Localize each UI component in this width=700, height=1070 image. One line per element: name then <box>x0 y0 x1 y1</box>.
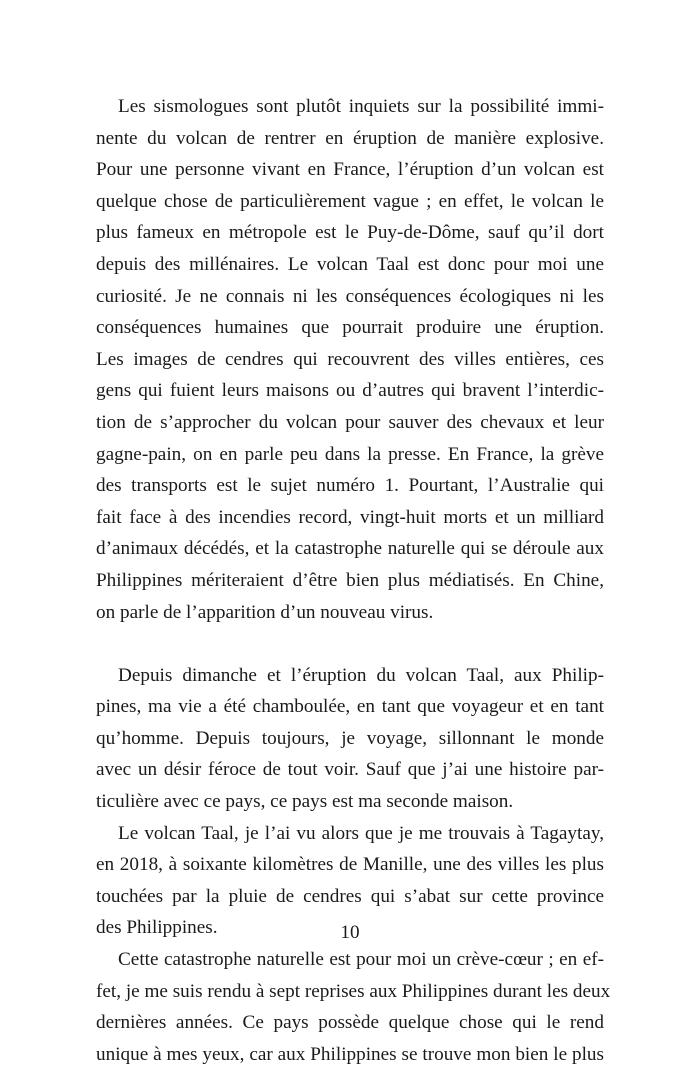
paragraph-2 <box>96 660 604 818</box>
text-line: pines, ma vie a été chamboulée, en tant que voyageur et en tant <box>96 696 604 718</box>
text-line: plus fameux en métropole est le Puy-de-Dôme, sauf qu’il dort <box>96 222 604 244</box>
text-line: ticulière avec ce pays, ce pays est ma seconde maison. <box>96 791 514 813</box>
text-line: unique à mes yeux, car aux Philippines se trouve mon bien le plus <box>96 1043 604 1065</box>
text-line: Pour une personne vivant en France, l’éruption d’un volcan est <box>96 159 604 181</box>
text-line: Cette catastrophe naturelle est pour moi un crève-cœur ; en ef- <box>118 949 604 971</box>
text-line: d’animaux décédés, et la catastrophe naturelle qui se déroule aux <box>96 538 604 560</box>
text-line: dernières années. Ce pays possède quelque chose qui le rend <box>96 1012 604 1034</box>
text-line: des Philippines. <box>96 917 218 939</box>
text-line: depuis des millénaires. Le volcan Taal est donc pour moi une <box>96 253 604 275</box>
text-line: qu’homme. Depuis toujours, je voyage, sillonnant le monde <box>96 727 604 749</box>
text-line: Philippines mériteraient d’être bien plus médiatisés. En Chine, <box>96 569 604 591</box>
text-line: en 2018, à soixante kilomètres de Manille, une des villes les plus <box>96 854 604 876</box>
text-line: quelque chose de particulièrement vague ; en effet, le volcan le <box>96 190 604 212</box>
text-line: tion de s’approcher du volcan pour sauver des chevaux et leur <box>96 411 604 433</box>
text-line: fet, je me suis rendu à sept reprises aux Philippines durant les deux <box>96 980 611 1002</box>
text-line: avec un désir féroce de tout voir. Sauf que j’ai une histoire par- <box>96 759 604 781</box>
paragraph-4 <box>96 944 611 1070</box>
text-line: Le volcan Taal, je l’ai vu alors que je me trouvais à Tagaytay, <box>118 822 604 844</box>
text-line: fait face à des incendies record, vingt-huit morts et un milliard <box>96 506 604 528</box>
text-line: des transports est le sujet numéro 1. Pourtant, l’Australie qui <box>96 475 604 497</box>
text-line: on parle de l’apparition d’un nouveau virus. <box>96 601 434 623</box>
paragraph-gap <box>96 628 604 660</box>
text-line: nente du volcan de rentrer en éruption de manière explosive. <box>96 127 604 149</box>
text-line: Depuis dimanche et l’éruption du volcan Taal, aux Philip- <box>118 664 604 686</box>
text-line: conséquences humaines que pourrait produire une éruption. <box>96 317 604 339</box>
text-line: touchées par la pluie de cendres qui s’abat sur cette province <box>96 885 604 907</box>
text-line: Les images de cendres qui recouvrent des villes entières, ces <box>96 348 604 370</box>
paragraph-1 <box>96 91 604 628</box>
text-line: curiosité. Je ne connais ni les conséquences écologiques ni les <box>96 285 604 307</box>
text-line: Les sismologues sont plutôt inquiets sur la possibilité immi- <box>118 96 604 117</box>
text-line: gagne-pain, on en parle peu dans la presse. En France, la grève <box>96 443 604 465</box>
page-number: 10 <box>340 922 360 943</box>
text-line: gens qui fuient leurs maisons ou d’autres qui bravent l’interdic- <box>96 380 604 402</box>
